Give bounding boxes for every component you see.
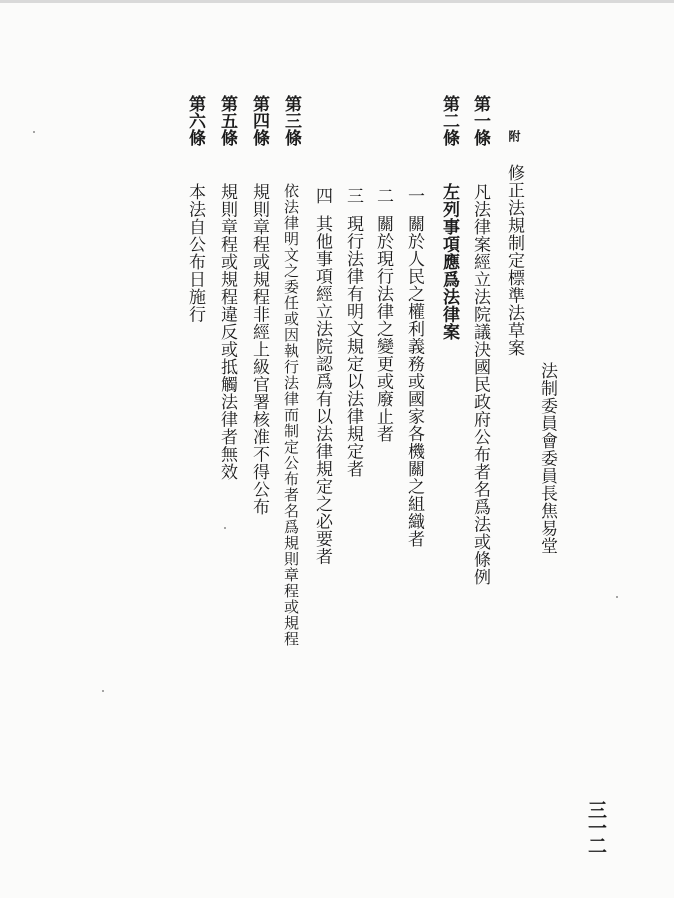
article-3-label: 第三條 — [281, 95, 301, 146]
article-2-text: 左列事項應爲法律案 — [439, 183, 459, 341]
item-1-marker: 一 — [404, 187, 424, 205]
article-3-text: 依法律明文之委任或因執行法律而制定公布者名爲規則章程或規程 — [282, 183, 300, 647]
article-1-label: 第一條 — [470, 95, 490, 146]
item-4-marker: 四 — [312, 187, 332, 205]
title-text: 修正法規制定標準法草案 — [504, 164, 524, 357]
document-title — [505, 130, 522, 357]
scan-speck — [102, 690, 104, 692]
scan-speck — [224, 527, 226, 529]
item-2-text: 關於現行法律之變更或廢止者 — [373, 215, 393, 443]
article-5-label: 第五條 — [217, 95, 237, 146]
item-3-marker: 三 — [343, 187, 363, 205]
author-line: 法制委員會委員長焦易堂 — [537, 362, 557, 555]
item-3-text: 現行法律有明文規定以法律規定者 — [343, 215, 363, 478]
article-1-text: 凡法律案經立法院議決國民政府公布者名爲法或條例 — [470, 183, 490, 586]
article-5-text: 規則章程或規程違反或抵觸法律者無效 — [217, 183, 237, 481]
scan-speck — [33, 131, 35, 133]
top-border — [0, 0, 674, 3]
page-number: 三一二 — [585, 800, 607, 854]
article-2-label: 第二條 — [439, 95, 459, 146]
title-lead: 附 — [507, 130, 521, 142]
item-2-marker: 二 — [373, 187, 393, 205]
item-1-text: 關於人民之權利義務或國家各機關之組織者 — [404, 215, 424, 548]
item-4-text: 其他事項經立法院認爲有以法律規定之必要者 — [312, 215, 332, 565]
article-6-label: 第六條 — [185, 95, 205, 146]
article-4-label: 第四條 — [249, 95, 269, 146]
article-6-text: 本法自公布日施行 — [185, 183, 205, 323]
article-4-text: 規則章程或規程非經上級官署核准不得公布 — [249, 183, 269, 516]
scan-speck — [616, 596, 618, 598]
